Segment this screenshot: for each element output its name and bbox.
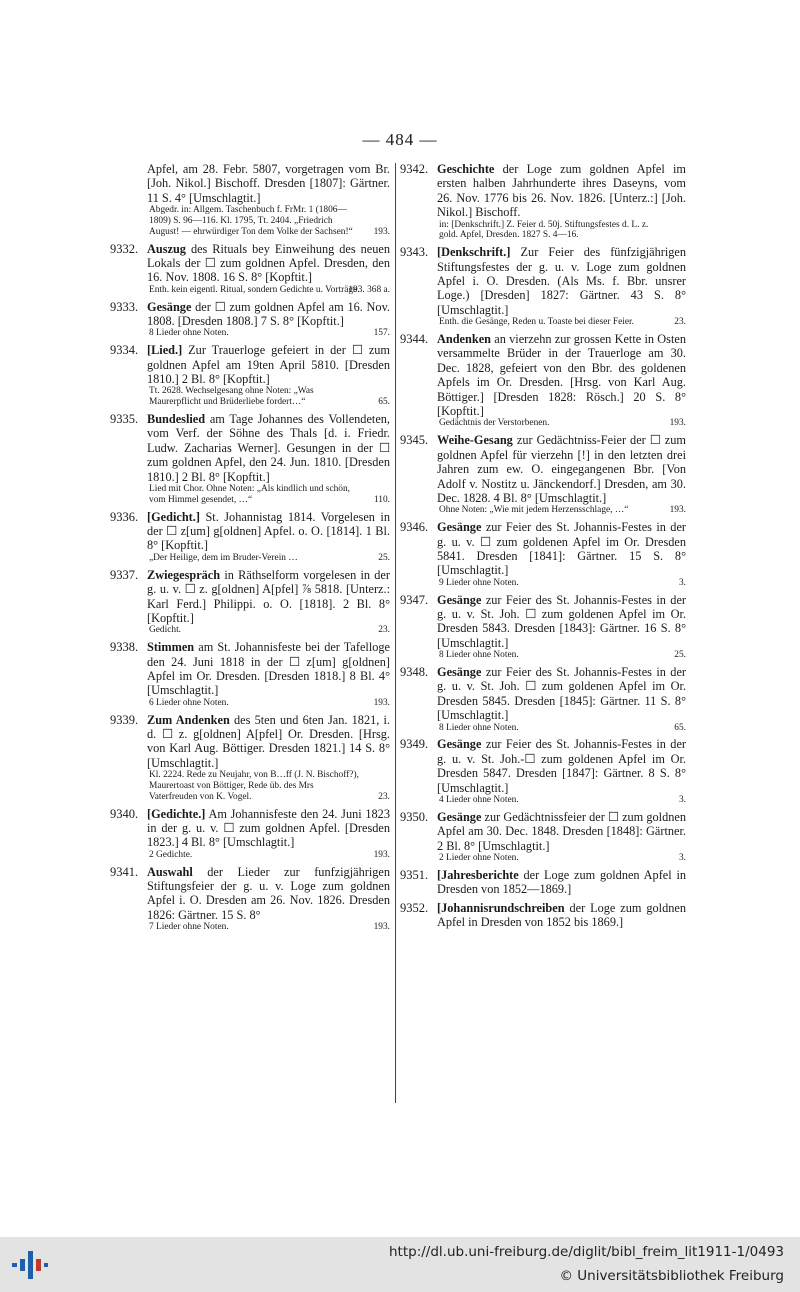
- left-column: [110, 162, 390, 937]
- entry-note: [439, 220, 686, 242]
- entry-number: 9336.: [110, 509, 139, 524]
- entry-number: 9348.: [400, 664, 429, 679]
- entry: [400, 901, 686, 930]
- entry-head: Gesänge: [437, 520, 482, 535]
- entry-ref: 25.: [378, 552, 390, 563]
- entry-number: 9346.: [400, 520, 429, 535]
- entry-head: Zum Andenken: [147, 712, 230, 727]
- entry-ref: 193.: [373, 697, 390, 708]
- entry-text: [147, 412, 390, 484]
- entry-body: zur Gedächtnissfeier der ☐ zum goldnen Apfel am 30. Dec. 1848. Dresden [1848]: Gärtner. 2 Bl. 8° [Umschlagtit.]: [437, 809, 686, 853]
- entry-note-text: 2 Lieder ohne Noten.: [439, 853, 519, 864]
- entry-head: Gesänge: [437, 664, 482, 679]
- entry-ref: 193.: [373, 922, 390, 933]
- entry-text: [147, 300, 390, 329]
- entry-note-text: 4 Lieder ohne Noten.: [439, 795, 519, 805]
- entry-note: [149, 850, 390, 861]
- entry-body: Am Johannisfeste den 24. Juni 1823 in der g. u. v. ☐ zum goldnen Apfel. [Dresden 1823.] 4 Bl. 8° [Umschlagtit.]: [147, 806, 390, 850]
- entry-body: zur Feier des St. Johannis-Festes in der g. u. v. St. Joh.-☐ zum goldenen Apfel im Or. Dresden 5847. Dresden [1847]: Gärtner. 8 S. 8° [Umschlagtit.]: [437, 737, 687, 795]
- entry-body: zur Feier des St. Johannis-Festes in der g. u. v. St. Joh. ☐ zum goldenen Apfel im Or. Dresden 5843. Dresden [1843]: Gärtner. 16 S. 8° [Umschlagtit.]: [437, 592, 687, 650]
- entry-note: [439, 650, 686, 661]
- entry: [400, 593, 686, 661]
- entry-text: [437, 245, 686, 317]
- entry-note: [439, 578, 686, 589]
- entry: [110, 242, 390, 296]
- entry-ref: 23.: [674, 317, 686, 328]
- entry-ref: 193.: [669, 505, 686, 516]
- entry-head: [Gedicht.]: [147, 509, 200, 524]
- entry: [110, 640, 390, 708]
- entry-note-text: in: [Denkschrift.] Z. Feier d. 50j. Stiftungsfestes d. L. z. gold. Apfel, Dresden. 1827 S. 4—16.: [439, 219, 649, 241]
- entry-note-text: 8 Lieder ohne Noten.: [439, 650, 519, 661]
- entry: [400, 162, 686, 241]
- entry-note: [149, 386, 390, 408]
- entry: [400, 433, 686, 516]
- entry-note-text: Gedächtnis der Verstorbenen.: [439, 418, 550, 429]
- entry: [110, 865, 390, 933]
- entry-note: [149, 285, 390, 296]
- entry-ref: 157.: [373, 328, 390, 339]
- entry: [400, 868, 686, 897]
- entry-note-text: Enth. die Gesänge, Reden u. Toaste bei dieser Feier.: [439, 317, 634, 328]
- entry-text: [437, 332, 686, 418]
- entry: [110, 510, 390, 564]
- entry-note-text: Enth. kein eigentl. Ritual, sondern Gedichte u. Vorträge.: [149, 284, 360, 295]
- entry-text: [437, 665, 686, 723]
- entry-number: 9352.: [400, 900, 429, 915]
- entry-body: des Rituals bey Einweihung des neuen Lokals der ☐ zum goldnen Apfel. Dresden, den 16. Nov. 1808. 16 S. 8° [Kopftit.]: [147, 241, 390, 285]
- entry: [400, 810, 686, 864]
- entry-ref: 3.: [678, 577, 686, 588]
- entry-body: Zur Feier des fünfzigjährigen Stiftungsfestes der g. u. v. Loge zum goldnen Apfel i. O. Dresden. (Als Ms. f. Bbr. unsrer Loge.) [Dresden] 1827: Gärtner. 43 S. 8° [Umschlagtit.]: [437, 245, 687, 317]
- entry-text: [147, 640, 390, 698]
- entry-note: [149, 205, 390, 237]
- entry-body: an vierzehn zur grossen Kette in Osten versammelte Brüder in der Trauerloge am 30. Dec. 1828, gefeiert von den Bbr. des goldenen Apfels im Or. Dresden. [Hrsg. von Karl Aug. Böttiger.] [Dresden 1828: Rösch.] 20 S. 8° [Kopftit.]: [437, 332, 686, 419]
- entry-ref: 23.: [378, 791, 390, 802]
- entry-ref: 193. 368 a.: [348, 284, 390, 295]
- entry-note: [149, 553, 390, 564]
- entry-head: Gesänge: [147, 299, 192, 314]
- entry-text: [147, 568, 390, 626]
- entry-text: [437, 868, 686, 897]
- entry-text: [437, 593, 686, 651]
- entry-text: [147, 807, 390, 850]
- entry-text: [437, 810, 686, 853]
- entry-number: 9343.: [400, 245, 429, 260]
- entry: [400, 665, 686, 733]
- entry-note: [439, 853, 686, 864]
- entry-head: Gesänge: [437, 737, 482, 752]
- entry-number: 9349.: [400, 737, 429, 752]
- entry-note-text: Ohne Noten: „Wie mit jedem Herzensschlage, …“: [439, 505, 629, 516]
- entry-text: [147, 713, 390, 771]
- entry-number: 9335.: [110, 412, 139, 427]
- entry-note-text: Abgedr. in: Allgem. Taschenbuch f. FrMr. 1 (1806—1809) S. 96—116. Kl. 1795, Tt. 2404. „Friedrich August! — ehrwürdiger Ton dem Volke der Sachsen!“: [149, 205, 353, 237]
- entry-ref: 110.: [373, 494, 390, 505]
- entry-head: [Lied.]: [147, 343, 183, 358]
- entry-note: [439, 418, 686, 429]
- entry-head: Geschichte: [437, 162, 495, 176]
- entry-head: Gesänge: [437, 592, 482, 607]
- entry-note-text: 2 Gedichte.: [149, 849, 193, 860]
- entry-head: Zwiegespräch: [147, 567, 221, 582]
- entry-note-text: 8 Lieder ohne Noten.: [149, 328, 229, 339]
- entry-text: [147, 865, 390, 923]
- entry-note-text: Lied mit Chor. Ohne Noten: „Als kindlich und schön, vom Himmel gesendet, …“: [149, 484, 351, 505]
- entry-body: in Räthselform vorgelesen in der g. u. v. ☐ z. g[oldnen] A[pfel] ⅞ 5818. [Unterz.: Karl Ferd.] Philippi. o. O. [1818]. 2 Bl. 8° [Kopftit.]: [147, 567, 390, 625]
- entry-note-text: Tt. 2628. Wechselgesang ohne Noten: „Was Maurerpflicht und Brüderliebe fordert…“: [149, 386, 314, 408]
- entry-head: Andenken: [437, 332, 491, 347]
- entry-head: Weihe-Gesang: [437, 433, 513, 448]
- entry-text: [437, 737, 686, 795]
- entry-body: St. Johannistag 1814. Vorgelesen in der ☐ z[um] g[oldnen] Apfel. o. O. [1814]. 1 Bl. 8° [Kopftit.]: [147, 509, 391, 553]
- entry-number: 9351.: [400, 867, 429, 882]
- entry-ref: 193.: [373, 226, 390, 237]
- entry-number: 9334.: [110, 343, 139, 358]
- entry-note: [149, 922, 390, 933]
- entry-text: [437, 433, 686, 505]
- entry-note: [149, 625, 390, 636]
- entry: [110, 300, 390, 340]
- entry-number: 9342.: [400, 162, 429, 176]
- entry-text: [147, 162, 390, 205]
- permalink-url[interactable]: http://dl.ub.uni-freiburg.de/diglit/bibl_freim_lit1911-1/0493: [388, 1244, 784, 1260]
- entry-body: der Loge zum goldnen Apfel in Dresden von 1852—1869.]: [437, 867, 687, 897]
- entry-body: der Lieder zur funfzigjährigen Stiftungsfeier der g. u. v. Loge zum goldnen Apfel i. O. Dresden am 26. Nov. 1826. Dresden 1826: Gärtner. 15 S. 8°: [147, 864, 390, 922]
- entry: [400, 520, 686, 588]
- entry-ref: 65.: [378, 397, 390, 408]
- entry-body: Zur Trauerloge gefeiert in der ☐ zum goldnen Apfel am 19ten April 5810. [Dresden 1810.] 2 Bl. 8° [Kopftit.]: [147, 343, 390, 387]
- entry-note: [149, 698, 390, 709]
- entry-note: [149, 484, 390, 506]
- entry-note: [439, 723, 686, 734]
- entry-number: 9339.: [110, 712, 139, 727]
- entry-text: [437, 520, 686, 578]
- entry-head: [Johannisrundschreiben: [437, 900, 565, 915]
- entry-ref: 193.: [373, 849, 390, 860]
- entry-number: 9338.: [110, 640, 139, 655]
- entry-head: Stimmen: [147, 640, 195, 655]
- entry: [110, 343, 390, 408]
- entry-note-text: 6 Lieder ohne Noten.: [149, 697, 229, 708]
- entry: [110, 713, 390, 803]
- entry-head: Bundeslied: [147, 412, 206, 427]
- entry: [110, 568, 390, 636]
- entry-ref: 193.: [669, 418, 686, 429]
- right-column: [400, 162, 686, 933]
- entry: [110, 412, 390, 506]
- entry-note-text: „Der Heilige, dem im Bruder-Verein …: [149, 552, 298, 563]
- copyright-text: © Universitätsbibliothek Freiburg: [559, 1268, 784, 1284]
- entry-note: [439, 505, 686, 516]
- entry-body: zur Gedächtniss-Feier der ☐ zum goldnen Apfel für vierzehn [!] in den letzten drei Jahren zum ew. O. eingegangenen Bbr. [Von Adolf v. Nostitz u. Jänckendorf.] Dresden, am 30. Dec. 1828. 4 Bl. 8° [Umschlagtit.]: [437, 433, 686, 505]
- entry: [110, 162, 390, 238]
- entry-note-text: Kl. 2224. Rede zu Neujahr, von B…ff (J. N. Bischoff?), Maurertoast von Böttiger, Rede üb. des Mrs Vaterfreuden von K. Vogel.: [149, 770, 359, 802]
- entry-head: [Gedichte.]: [147, 806, 206, 821]
- entry-note-text: 7 Lieder ohne Noten.: [149, 922, 229, 933]
- footer-bar: [0, 1237, 800, 1292]
- entry-text: [437, 901, 686, 930]
- entry-note: [439, 317, 686, 328]
- entry-note-text: 9 Lieder ohne Noten.: [439, 577, 519, 588]
- entry-number: 9347.: [400, 592, 429, 607]
- entry-head: [Jahresberichte: [437, 867, 519, 882]
- entry-body: am Tage Johannes des Vollendeten, vom Verf. der Söhne des Thals [d. i. Friedr. Ludw. Zacharias Werner]. Gesungen in der ☐ zum goldnen Apfel, den 24. Jun. 1810. [Dresden 1810.] 2 Bl. 8° [Kopftit.]: [147, 412, 391, 484]
- entry-number: 9337.: [110, 567, 139, 582]
- entry-note: [149, 770, 390, 802]
- entry-body: der Loge zum goldnen Apfel in Dresden von 1852 bis 1869.]: [437, 900, 686, 930]
- entry-ref: 23.: [378, 625, 390, 636]
- entry-number: 9341.: [110, 864, 139, 879]
- entry-ref: 3.: [678, 853, 686, 864]
- entry-number: 9344.: [400, 332, 429, 347]
- entry-number: 9340.: [110, 806, 139, 821]
- entry-number: 9333.: [110, 299, 139, 314]
- entry-note: [439, 795, 686, 806]
- entry-head: Auswahl: [147, 864, 193, 879]
- entry-body: zur Feier des St. Johannis-Festes in der g. u. v. ☐ zum goldenen Apfel im Or. Dresden 5841. Dresden [1841]: Gärtner. 15 S. 8° [Umschlagtit.]: [437, 520, 687, 578]
- entry-text: [147, 242, 390, 285]
- entry-body: am St. Johannisfeste bei der Tafelloge den 24. Juni 1818 in der ☐ z[um] g[oldnen] Apfel im Or. Dresden. [Dresden 1818.] 8 Bl. 4° [Umschlagtit.]: [147, 640, 391, 698]
- entry-number: 9332.: [110, 241, 139, 256]
- entry-note: [149, 328, 390, 339]
- entry: [400, 245, 686, 328]
- entry: [400, 332, 686, 429]
- entry-body: der ☐ zum goldnen Apfel am 16. Nov. 1808. [Dresden 1808.] 7 S. 8° [Kopftit.]: [147, 299, 391, 329]
- entry-text: [147, 510, 390, 553]
- entry-head: Auszug: [147, 241, 186, 256]
- entry-number: 9350.: [400, 809, 429, 824]
- entry-note-text: Gedicht.: [149, 625, 182, 636]
- entry-ref: 25.: [674, 650, 686, 661]
- entry-number: 9345.: [400, 433, 429, 448]
- entry-body: des 5ten und 6ten Jan. 1821, i. d. ☐ z. g[oldnen] A[pfel] Or. Dresden. [Hrsg. von Karl Aug. Böttiger. Dresden 1821.] 14 S. 8° [Umschlagtit.]: [147, 712, 390, 770]
- entry-head: [Denkschrift.]: [437, 245, 511, 260]
- entry-note-text: 8 Lieder ohne Noten.: [439, 722, 519, 733]
- entry-body: Apfel, am 28. Febr. 5807, vorgetragen vom Br. [Joh. Nikol.] Bischoff. Dresden [1807]: Gärtner. 11 S. 4° [Umschlagtit.]: [147, 162, 390, 205]
- entry: [400, 737, 686, 805]
- entry-text: [437, 162, 686, 220]
- column-divider: [395, 163, 396, 1103]
- entry-ref: 3.: [678, 795, 686, 805]
- entry-text: [147, 343, 390, 386]
- ub-freiburg-logo-icon: [10, 1245, 50, 1285]
- page-number: — 484 —: [362, 130, 438, 149]
- entry-ref: 65.: [674, 722, 686, 733]
- entry-body: zur Feier des St. Johannis-Festes in der g. u. v. St. Joh. ☐ zum goldenen Apfel im Or. Dresden 5845. Dresden [1845]: Gärtner. 11 S. 8° [Umschlagtit.]: [437, 664, 687, 723]
- entry: [110, 807, 390, 861]
- entry-head: Gesänge: [437, 809, 482, 824]
- entry-body: der Loge zum goldnen Apfel im ersten halben Jahrhunderte ihres Daseyns, vom 26. Nov. 1776 bis 26. Nov. 1826. [Unterz.:] [Joh. Nikol.] Bischoff.: [437, 162, 686, 220]
